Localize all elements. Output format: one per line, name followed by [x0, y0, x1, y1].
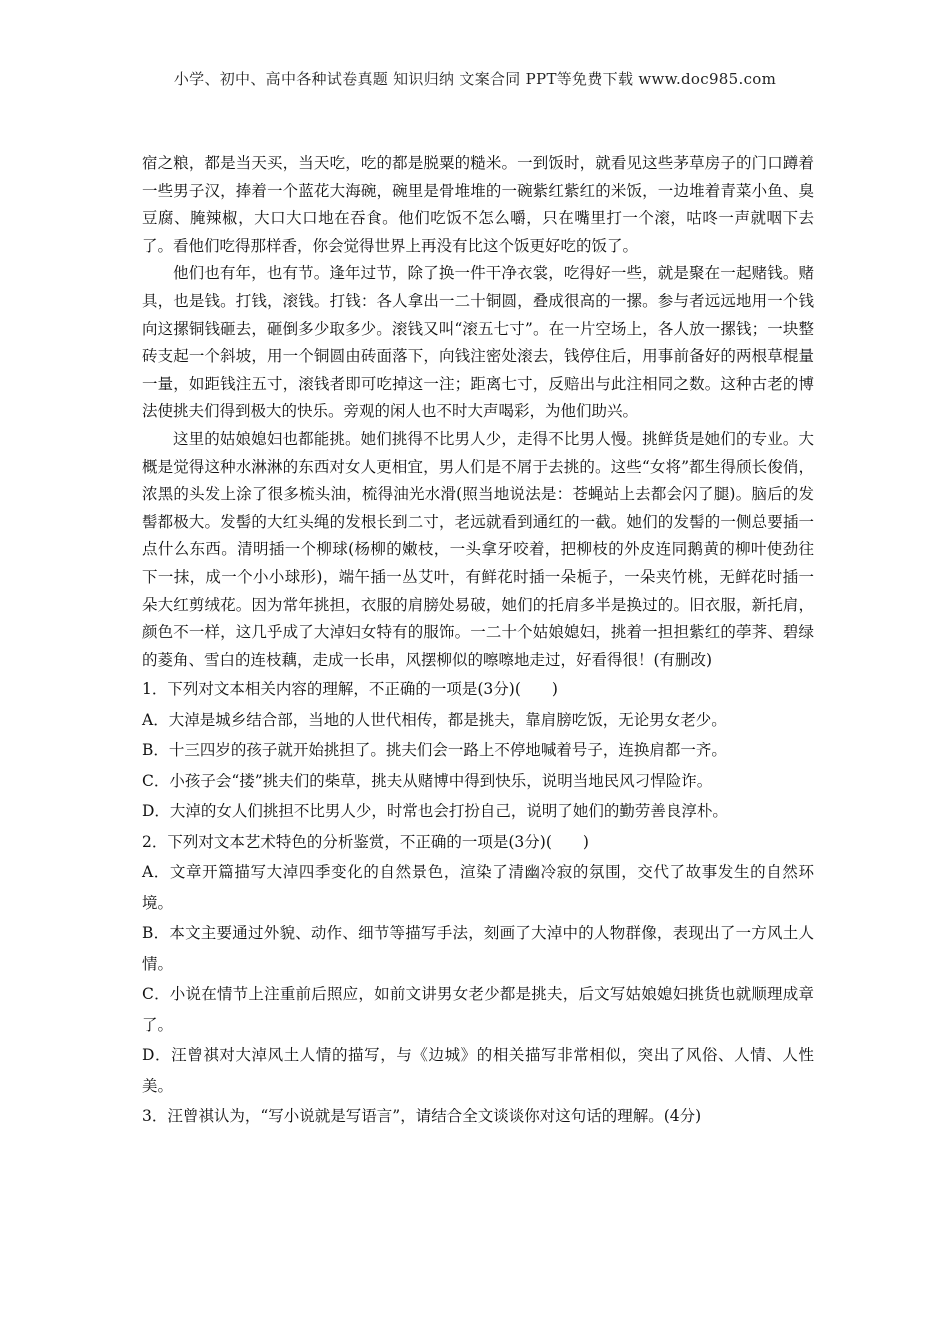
passage-paragraph-3: 这里的姑娘媳妇也都能挑。她们挑得不比男人少，走得不比男人慢。挑鲜货是她们的专业。大概是觉得这种水淋淋的东西对女人更相宜，男人们是不屑于去挑的。这些“女将”都生得颀长俊俏，浓黑的头发上涂了很多梳头油，梳得油光水滑(照当地说法是：苍蝇站上去都会闪了腿)。脑后的发髻都极大。发髻的大红头绳的发根长到二寸，老远就看到通红的一截。她们的发髻的一侧总要插一点什么东西。清明插一个柳球(杨柳的嫩枝，一头拿牙咬着，把柳枝的外皮连同鹅黄的柳叶使劲往下一抹，成一个小小球形)，端午插一丛艾叶，有鲜花时插一朵栀子，一朵夹竹桃，无鲜花时插一朵大红剪绒花。因为常年挑担，衣服的肩膀处易破，她们的托肩多半是换过的。旧衣服，新托肩，颜色不一样，这几乎成了大淖妇女特有的服饰。一二十个姑娘媳妇，挑着一担担紫红的荸荠、碧绿的菱角、雪白的连枝藕，走成一长串，风摆柳似的嚓嚓地走过，好看得很！(有删改)	[142, 429, 814, 669]
page-header: 小学、初中、高中各种试卷真题 知识归纳 文案合同 PPT等免费下载 www.doc985.com	[173, 70, 777, 88]
question-1-stem: 1．下列对文本相关内容的理解，不正确的一项是(3分)( )	[142, 680, 558, 699]
question-2-stem: 2．下列对文本艺术特色的分析鉴赏，不正确的一项是(3分)( )	[142, 832, 589, 851]
question-2-option-c: C．小说在情节上注重前后照应，如前文讲男女老少都是挑夫，后文写姑娘媳妇挑货也就顺理成章了。	[142, 985, 814, 1034]
document-body	[142, 150, 814, 1132]
passage-paragraph-1: 宿之粮，都是当天买，当天吃，吃的都是脱粟的糙米。一到饭时，就看见这些茅草房子的门口蹲着一些男子汉，捧着一个蓝花大海碗，碗里是骨堆堆的一碗紫红紫红的米饭，一边堆着青菜小鱼、臭豆腐、腌辣椒，大口大口地在吞食。他们吃饭不怎么嚼，只在嘴里打一个滚，咕咚一声就咽下去了。看他们吃得那样香，你会觉得世界上再没有比这个饭更好吃的饭了。	[142, 154, 814, 255]
question-2-option-d: D．汪曾祺对大淖风土人情的描写，与《边城》的相关描写非常相似，突出了风俗、人情、人性美。	[142, 1046, 814, 1095]
question-2-option-b: B．本文主要通过外貌、动作、细节等描写手法，刻画了大淖中的人物群像，表现出了一方风土人情。	[142, 924, 814, 973]
passage-paragraph-2: 他们也有年，也有节。逢年过节，除了换一件干净衣裳，吃得好一些，就是聚在一起赌钱。赌具，也是钱。打钱，滚钱。打钱：各人拿出一二十铜圆，叠成很高的一摞。参与者远远地用一个钱向这摞铜钱砸去，砸倒多少取多少。滚钱又叫“滚五七寸”。在一片空场上，各人放一摞钱；一块整砖支起一个斜坡，用一个铜圆由砖面落下，向钱注密处滚去，钱停住后，用事前备好的两根草棍量一量，如距钱注五寸，滚钱者即可吃掉这一注；距离七寸，反赔出与此注相同之数。这种古老的博法使挑夫们得到极大的快乐。旁观的闲人也不时大声喝彩，为他们助兴。	[142, 264, 814, 421]
question-1-option-a: A．大淖是城乡结合部，当地的人世代相传，都是挑夫，靠肩膀吃饭，无论男女老少。	[142, 710, 727, 729]
question-2-option-a: A．文章开篇描写大淖四季变化的自然景色，渲染了清幽冷寂的氛围，交代了故事发生的自然环境。	[142, 863, 814, 912]
question-1-option-b: B．十三四岁的孩子就开始挑担了。挑夫们会一路上不停地喊着号子，连换肩都一齐。	[142, 741, 727, 760]
question-1-option-d: D．大淖的女人们挑担不比男人少，时常也会打扮自己，说明了她们的勤劳善良淳朴。	[142, 802, 728, 821]
question-3-stem: 3．汪曾祺认为，“写小说就是写语言”，请结合全文谈谈你对这句话的理解。(4分)	[142, 1107, 702, 1126]
question-1-option-c: C．小孩子会“搂”挑夫们的柴草，挑夫从赌博中得到快乐，说明当地民风刁悍险诈。	[142, 771, 713, 790]
